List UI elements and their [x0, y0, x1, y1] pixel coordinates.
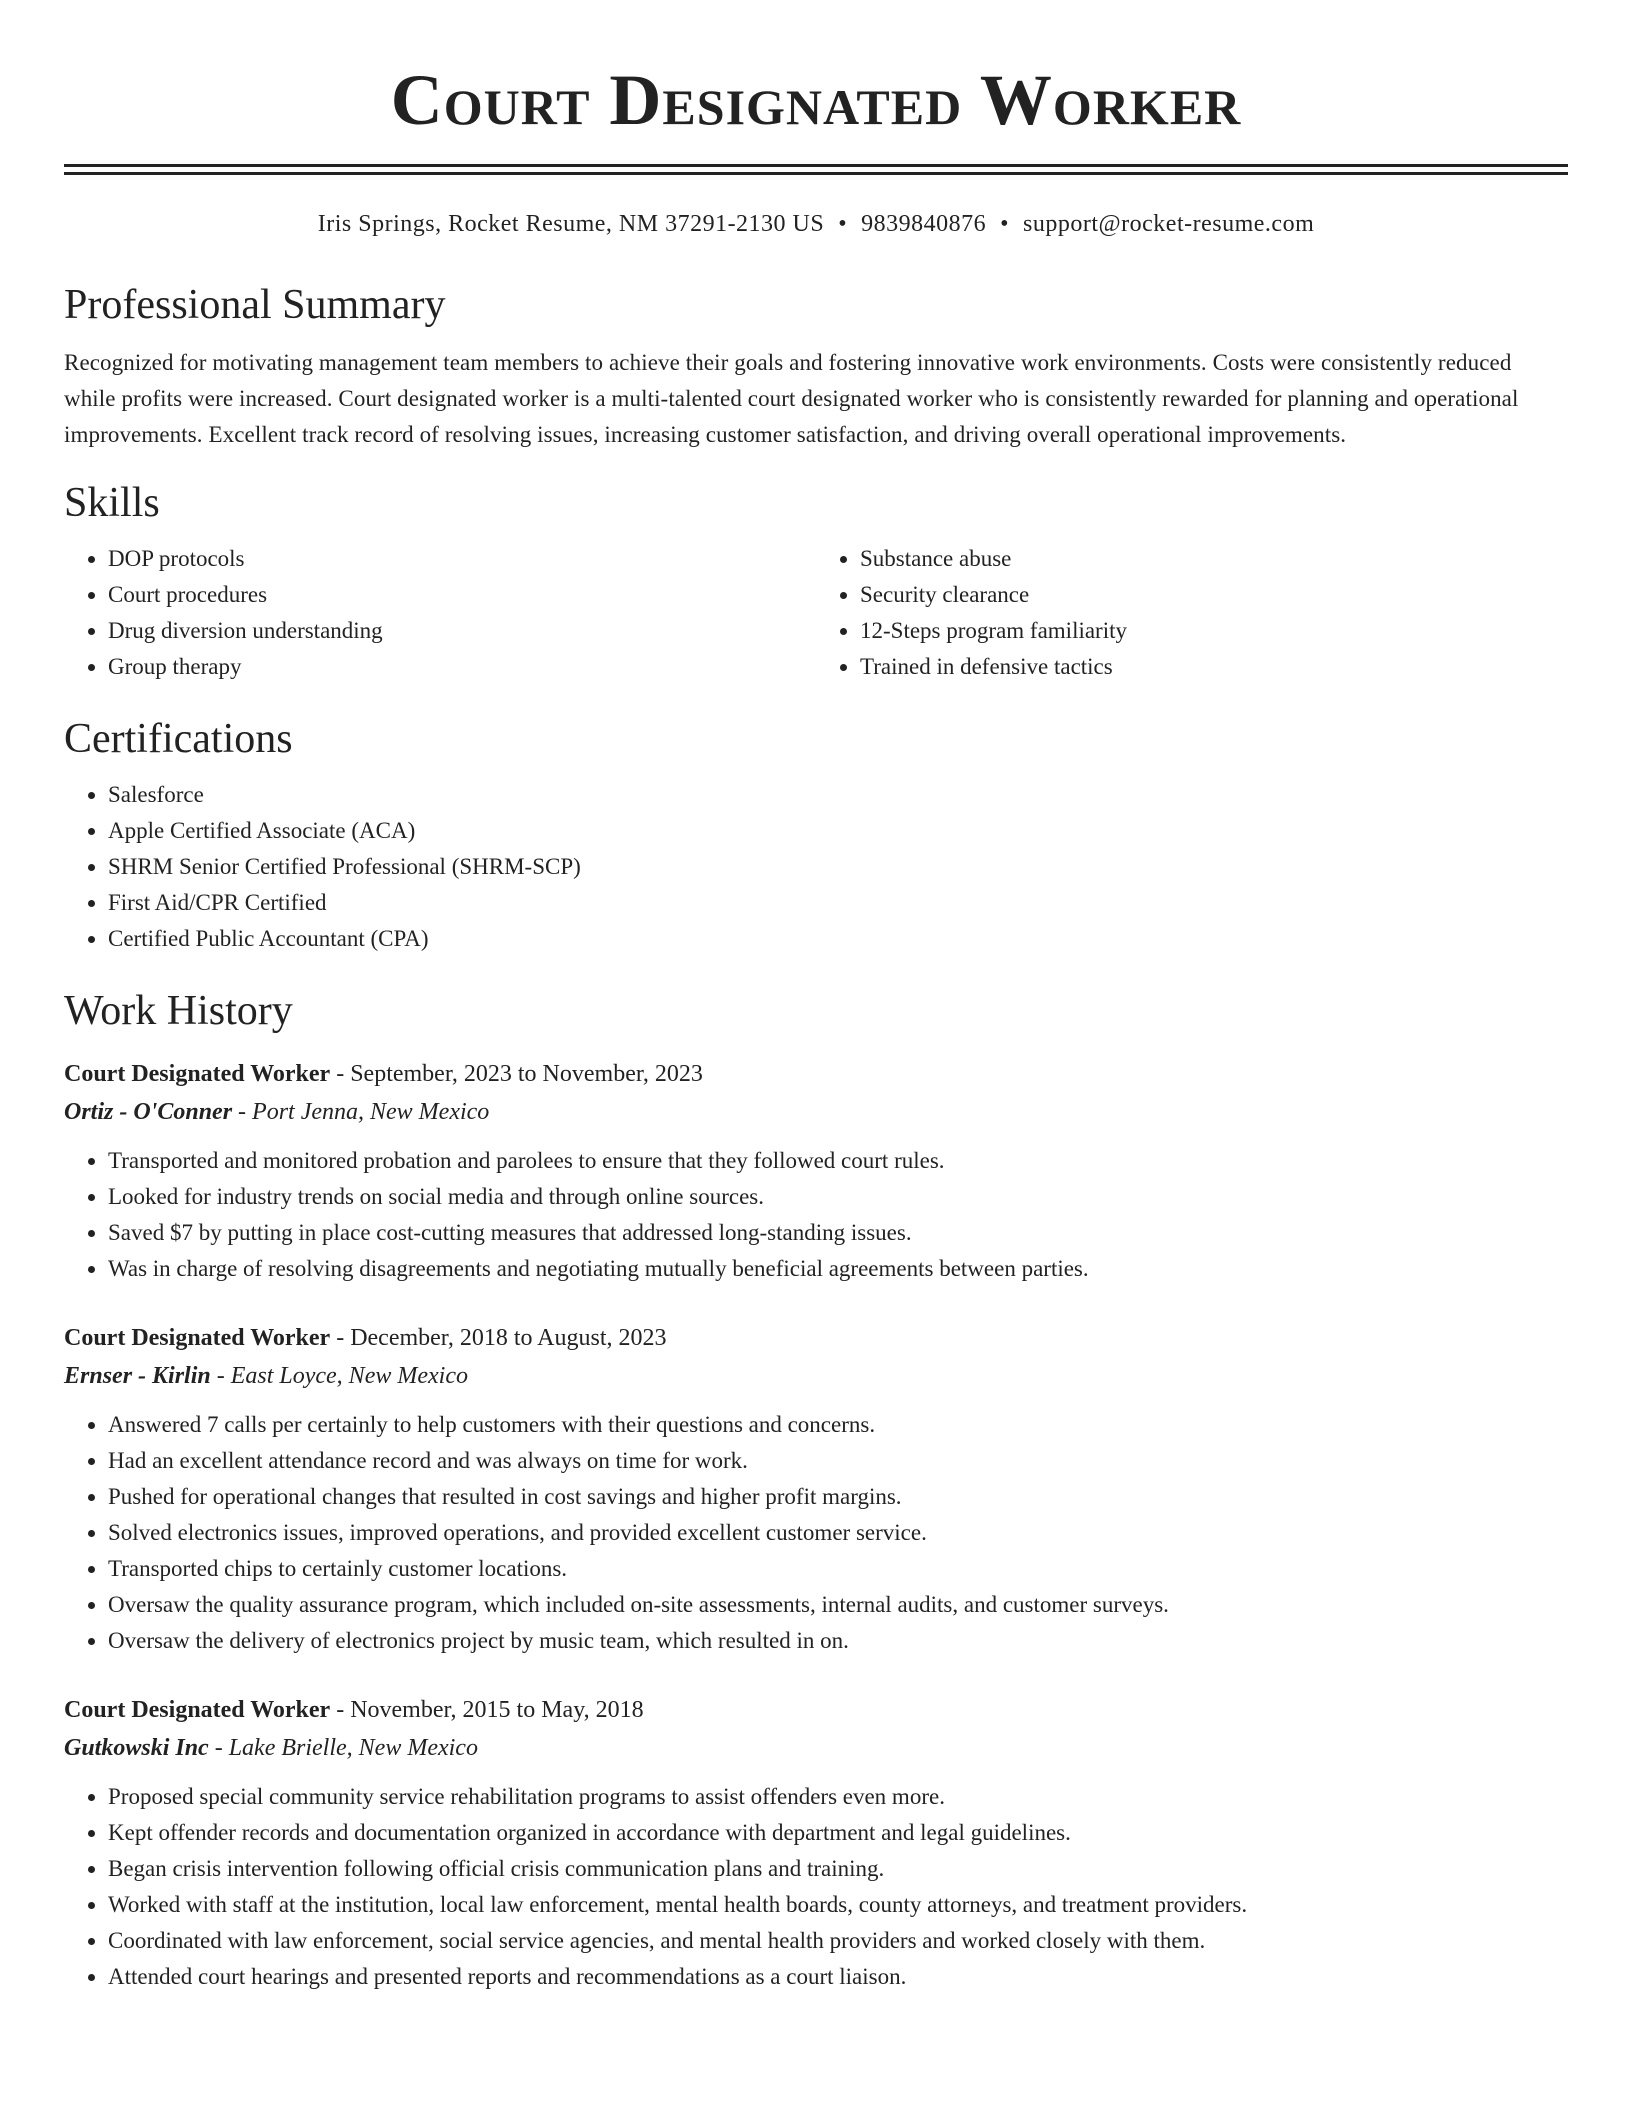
- skills-list-left: [64, 541, 816, 685]
- job-bullet: • Began crisis intervention following official crisis communication plans and training.: [108, 1851, 1568, 1887]
- certifications-list: [64, 777, 1568, 957]
- contact-email[interactable]: support@rocket-resume.com: [1023, 211, 1315, 237]
- job-company-line: [64, 1093, 1568, 1131]
- job-company: Ernser - Kirlin: [64, 1363, 211, 1389]
- job-title-line: [64, 1055, 1568, 1093]
- job-bullet: • Saved $7 by putting in place cost-cutting measures that addressed long-standing issues.: [108, 1215, 1568, 1251]
- job-title: Court Designated Worker: [64, 1325, 331, 1351]
- job-bullet: • Transported chips to certainly customer locations.: [108, 1551, 1568, 1587]
- job-bullet: • Coordinated with law enforcement, social service agencies, and mental health providers and worked closely with them.: [108, 1923, 1568, 1959]
- certification-item: • SHRM Senior Certified Professional (SHRM-SCP): [108, 849, 1568, 885]
- certification-item: • First Aid/CPR Certified: [108, 885, 1568, 921]
- skills-heading: Skills: [64, 480, 160, 526]
- job-bullet: • Oversaw the delivery of electronics project by music team, which resulted in on.: [108, 1623, 1568, 1659]
- skill-item: • Trained in defensive tactics: [860, 649, 1568, 685]
- job-bullets: [64, 1779, 1568, 1995]
- header-divider: [64, 164, 1568, 175]
- skills-list-right: [816, 541, 1568, 685]
- skill-item: • DOP protocols: [108, 541, 816, 577]
- job-title-line: [64, 1319, 1568, 1357]
- job-bullet: • Kept offender records and documentation organized in accordance with department and legal guidelines.: [108, 1815, 1568, 1851]
- job-bullet: • Attended court hearings and presented reports and recommendations as a court liaison.: [108, 1959, 1568, 1995]
- job-location: - Port Jenna, New Mexico: [232, 1099, 490, 1125]
- job-bullet: • Proposed special community service rehabilitation programs to assist offenders even more.: [108, 1779, 1568, 1815]
- job-bullet: • Transported and monitored probation and parolees to ensure that they followed court rules.: [108, 1143, 1568, 1179]
- job-dates: - November, 2015 to May, 2018: [330, 1697, 644, 1723]
- skill-item: • Court procedures: [108, 577, 816, 613]
- skill-item: • Substance abuse: [860, 541, 1568, 577]
- job-bullet: • Worked with staff at the institution, local law enforcement, mental health boards, county attorneys, and treatment providers.: [108, 1887, 1568, 1923]
- skill-item: • 12-Steps program familiarity: [860, 613, 1568, 649]
- job-bullet: • Pushed for operational changes that resulted in cost savings and higher profit margins.: [108, 1479, 1568, 1515]
- job-bullets: [64, 1143, 1568, 1287]
- certification-item: • Salesforce: [108, 777, 1568, 813]
- job-entry: [64, 1055, 1568, 1287]
- contact-separator: •: [838, 211, 848, 237]
- job-title: Court Designated Worker: [64, 1697, 331, 1723]
- certifications-heading: Certifications: [64, 716, 293, 762]
- contact-separator: •: [1000, 211, 1010, 237]
- skill-item: • Drug diversion understanding: [108, 613, 816, 649]
- job-bullets: [64, 1407, 1568, 1659]
- job-company-line: [64, 1357, 1568, 1395]
- job-company-line: [64, 1729, 1568, 1767]
- job-entry: [64, 1319, 1568, 1659]
- summary-text: Recognized for motivating management team members to achieve their goals and fostering innovative work environments. Costs were consistently reduced while profits were increased. Court designated worker is a multi-talented court designated worker who is consistently rewarded for planning and operational improvements. Excellent track record of resolving issues, increasing customer satisfaction, and driving overall operational improvements.: [64, 350, 1519, 447]
- job-company: Ortiz - O'Conner: [64, 1099, 233, 1125]
- contact-phone: 9839840876: [861, 211, 987, 237]
- skill-item: • Group therapy: [108, 649, 816, 685]
- contact-address: Iris Springs, Rocket Resume, NM 37291-2130 US: [317, 211, 825, 237]
- job-title-line: [64, 1691, 1568, 1729]
- skill-item: • Security clearance: [860, 577, 1568, 613]
- job-bullet: • Oversaw the quality assurance program, which included on-site assessments, internal audits, and customer surveys.: [108, 1587, 1568, 1623]
- job-bullet: • Had an excellent attendance record and was always on time for work.: [108, 1443, 1568, 1479]
- job-title: Court Designated Worker: [64, 1061, 331, 1087]
- job-bullet: • Was in charge of resolving disagreements and negotiating mutually beneficial agreements between parties.: [108, 1251, 1568, 1287]
- job-company: Gutkowski Inc: [64, 1735, 209, 1761]
- skills-columns: [64, 541, 1568, 685]
- job-entry: [64, 1691, 1568, 1995]
- summary-heading: Professional Summary: [64, 282, 446, 328]
- job-location: - East Loyce, New Mexico: [210, 1363, 468, 1389]
- job-bullet: • Solved electronics issues, improved operations, and provided excellent customer service.: [108, 1515, 1568, 1551]
- certification-item: • Apple Certified Associate (ACA): [108, 813, 1568, 849]
- job-location: - Lake Brielle, New Mexico: [208, 1735, 478, 1761]
- job-dates: - September, 2023 to November, 2023: [330, 1061, 703, 1087]
- candidate-name: Court Designated Worker: [390, 60, 1242, 140]
- job-dates: - December, 2018 to August, 2023: [330, 1325, 667, 1351]
- job-bullet: • Looked for industry trends on social media and through online sources.: [108, 1179, 1568, 1215]
- job-bullet: • Answered 7 calls per certainly to help customers with their questions and concerns.: [108, 1407, 1568, 1443]
- work-history-heading: Work History: [64, 988, 293, 1034]
- contact-line: [64, 209, 1568, 239]
- certification-item: • Certified Public Accountant (CPA): [108, 921, 1568, 957]
